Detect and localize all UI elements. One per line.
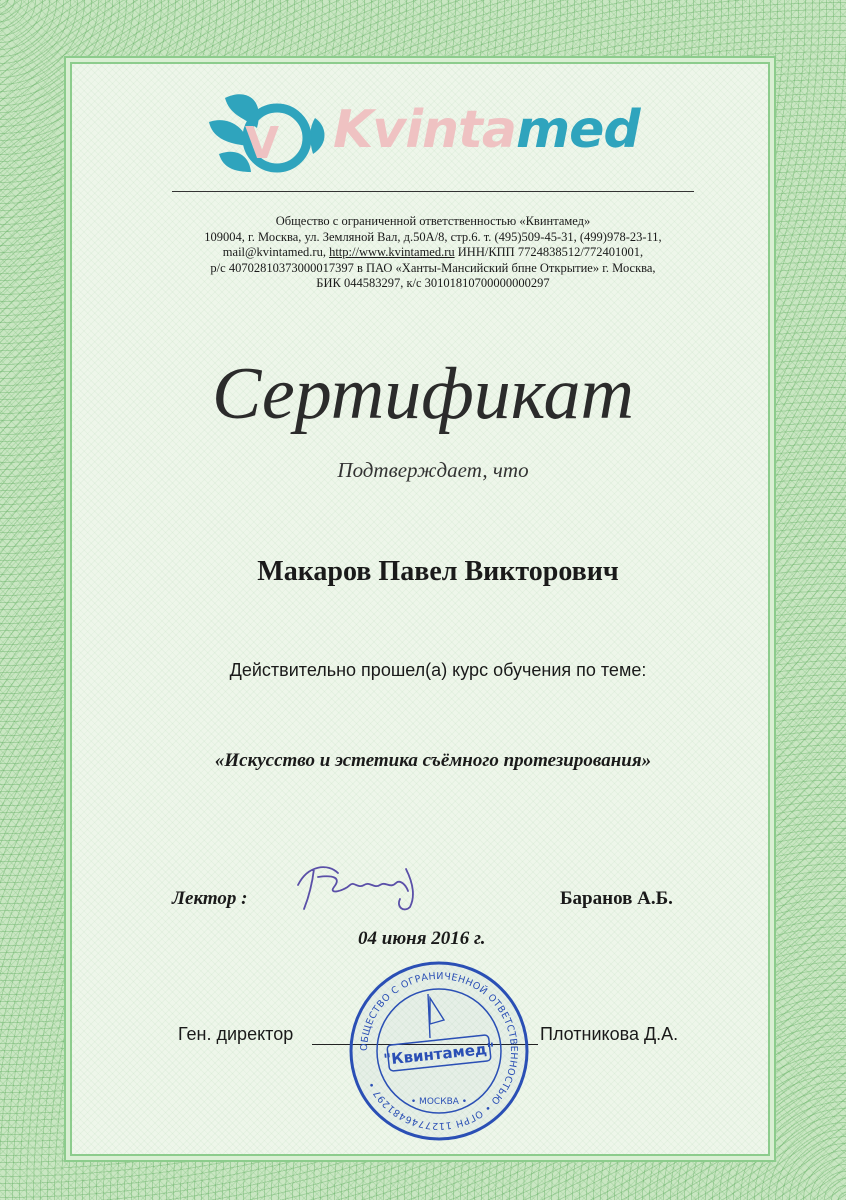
- director-name: Плотникова Д.А.: [540, 1024, 679, 1044]
- logo-prefix: Kvinta: [333, 100, 516, 160]
- lecturer-name: Баранов А.Б.: [560, 888, 673, 909]
- issue-date: 04 июня 2016 г.: [358, 928, 486, 949]
- org-website-link[interactable]: http://www.kvintamed.ru: [329, 245, 455, 259]
- course-intro: Действительно прошел(а) курс обучения по теме:: [229, 660, 647, 680]
- logo-wordmark: [333, 100, 640, 160]
- header-divider: [172, 191, 694, 192]
- org-contacts: [140, 245, 726, 261]
- lecturer-signature: [288, 855, 438, 915]
- director-label: Ген. директор: [178, 1024, 294, 1044]
- certificate-title: Сертификат: [212, 353, 634, 435]
- kvintamed-logo: [205, 88, 665, 180]
- lecturer-label: Лектор :: [172, 888, 248, 909]
- stamp-center-text: "Квинтамед": [382, 1039, 496, 1069]
- stamp-ring-text: ОБЩЕСТВО С ОГРАНИЧЕННОЙ ОТВЕТСТВЕННОСТЬЮ • ОГРН 1127746481297 •: [358, 970, 520, 1132]
- org-bank-codes: БИК 044583297, к/с 30101810700000000297: [316, 276, 550, 290]
- org-bank-account: р/с 40702810373000017397 в ПАО «Ханты-Мансийский бпне Открытие» г. Москва,: [210, 260, 656, 275]
- org-address: 109004, г. Москва, ул. Земляной Вал, д.50А/8, стр.6. т. (495)509-45-31, (499)978-23-11,: [204, 229, 662, 244]
- leaf-ring-icon: [205, 88, 335, 180]
- confirms-text: Подтверждает, что: [337, 458, 529, 482]
- org-email: mail@kvintamed.ru,: [222, 245, 326, 259]
- company-stamp: [346, 958, 532, 1144]
- recipient-name: Макаров Павел Викторович: [257, 556, 619, 587]
- svg-text:V: V: [245, 118, 280, 169]
- logo-suffix: med: [515, 100, 640, 160]
- stamp-bottom-text: • МОСКВА •: [410, 1097, 468, 1107]
- course-title: «Искусство и эстетика съёмного протезирования»: [214, 750, 652, 771]
- org-tax-ids: ИНН/КПП 7724838512/772401001,: [457, 245, 644, 259]
- org-name: Общество с ограниченной ответственностью «Квинтамед»: [275, 214, 591, 228]
- organization-details: [140, 214, 726, 292]
